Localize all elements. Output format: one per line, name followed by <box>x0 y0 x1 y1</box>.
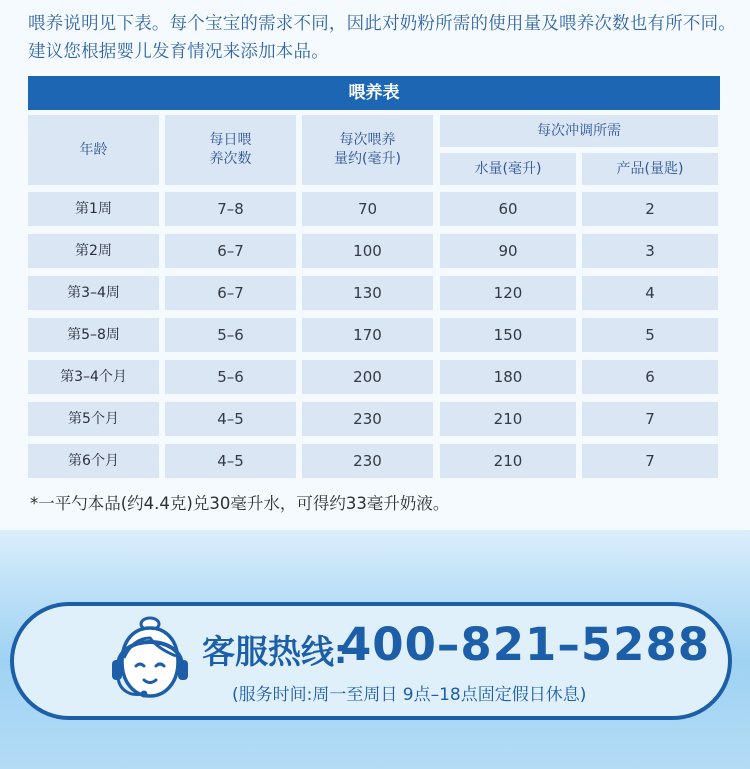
cell-water: 120 <box>440 276 576 310</box>
cell-amount: 130 <box>302 276 433 310</box>
cell-feeds: 4–5 <box>165 402 296 436</box>
customer-service-agent-icon <box>110 614 190 709</box>
cell-water: 210 <box>440 402 576 436</box>
header-water <box>440 153 576 185</box>
cell-powder: 7 <box>582 402 718 436</box>
intro-line-2: 建议您根据婴儿发育情况来添加本品。 <box>28 42 329 62</box>
table-title: 喂养表 <box>28 76 720 110</box>
hotline-pill <box>10 602 732 720</box>
cell-powder: 5 <box>582 318 718 352</box>
cell-feeds: 7–8 <box>165 192 296 226</box>
service-hours: (服务时间:周一至周日 9点–18点固定假日休息) <box>232 685 587 705</box>
cell-water: 90 <box>440 234 576 268</box>
cell-water: 210 <box>440 444 576 478</box>
cell-powder: 3 <box>582 234 718 268</box>
cell-feeds: 6–7 <box>165 234 296 268</box>
cell-age: 第6个月 <box>28 444 159 478</box>
header-amount-line-2: 量约(毫升) <box>334 151 401 167</box>
header-prep-group <box>440 115 718 147</box>
cell-age: 第5个月 <box>28 402 159 436</box>
cell-feeds: 5–6 <box>165 318 296 352</box>
header-amount-line-1: 每次喂养 <box>339 132 396 148</box>
cell-feeds: 6–7 <box>165 276 296 310</box>
cell-amount: 70 <box>302 192 433 226</box>
cell-amount: 170 <box>302 318 433 352</box>
header-feeds-per-day <box>165 115 296 185</box>
cell-age: 第5–8周 <box>28 318 159 352</box>
cell-age: 第1周 <box>28 192 159 226</box>
cell-amount: 100 <box>302 234 433 268</box>
cell-feeds: 4–5 <box>165 444 296 478</box>
cell-age: 第2周 <box>28 234 159 268</box>
cell-age: 第3–4个月 <box>28 360 159 394</box>
header-amount-per-feed <box>302 115 433 185</box>
header-feeds-line-2: 养次数 <box>209 151 252 167</box>
cell-powder: 4 <box>582 276 718 310</box>
hotline-number[interactable]: 400–821–5288 <box>340 618 711 671</box>
cell-powder: 6 <box>582 360 718 394</box>
cell-amount: 230 <box>302 402 433 436</box>
intro-text <box>28 10 736 66</box>
header-prep-group-label: 每次冲调所需 <box>537 122 621 139</box>
hotline-label: 客服热线: <box>202 632 348 671</box>
cell-water: 180 <box>440 360 576 394</box>
cell-amount: 230 <box>302 444 433 478</box>
cell-water: 60 <box>440 192 576 226</box>
footnote: *一平勺本品(约4.4克)兑30毫升水，可得约33毫升奶液。 <box>30 494 450 513</box>
cell-powder: 7 <box>582 444 718 478</box>
cell-water: 150 <box>440 318 576 352</box>
hotline-section <box>0 530 750 769</box>
header-age <box>28 115 159 185</box>
cell-amount: 200 <box>302 360 433 394</box>
cell-age: 第3–4周 <box>28 276 159 310</box>
header-feeds-line-1: 每日喂 <box>209 132 252 148</box>
intro-line-1: 喂养说明见下表。每个宝宝的需求不同，因此对奶粉所需的使用量及喂养次数也有所不同。 <box>28 14 736 34</box>
header-powder-label: 产品(量匙) <box>616 160 684 177</box>
header-age-label: 年龄 <box>79 141 108 158</box>
cell-feeds: 5–6 <box>165 360 296 394</box>
cell-powder: 2 <box>582 192 718 226</box>
header-water-label: 水量(毫升) <box>474 160 542 177</box>
header-powder <box>582 153 718 185</box>
